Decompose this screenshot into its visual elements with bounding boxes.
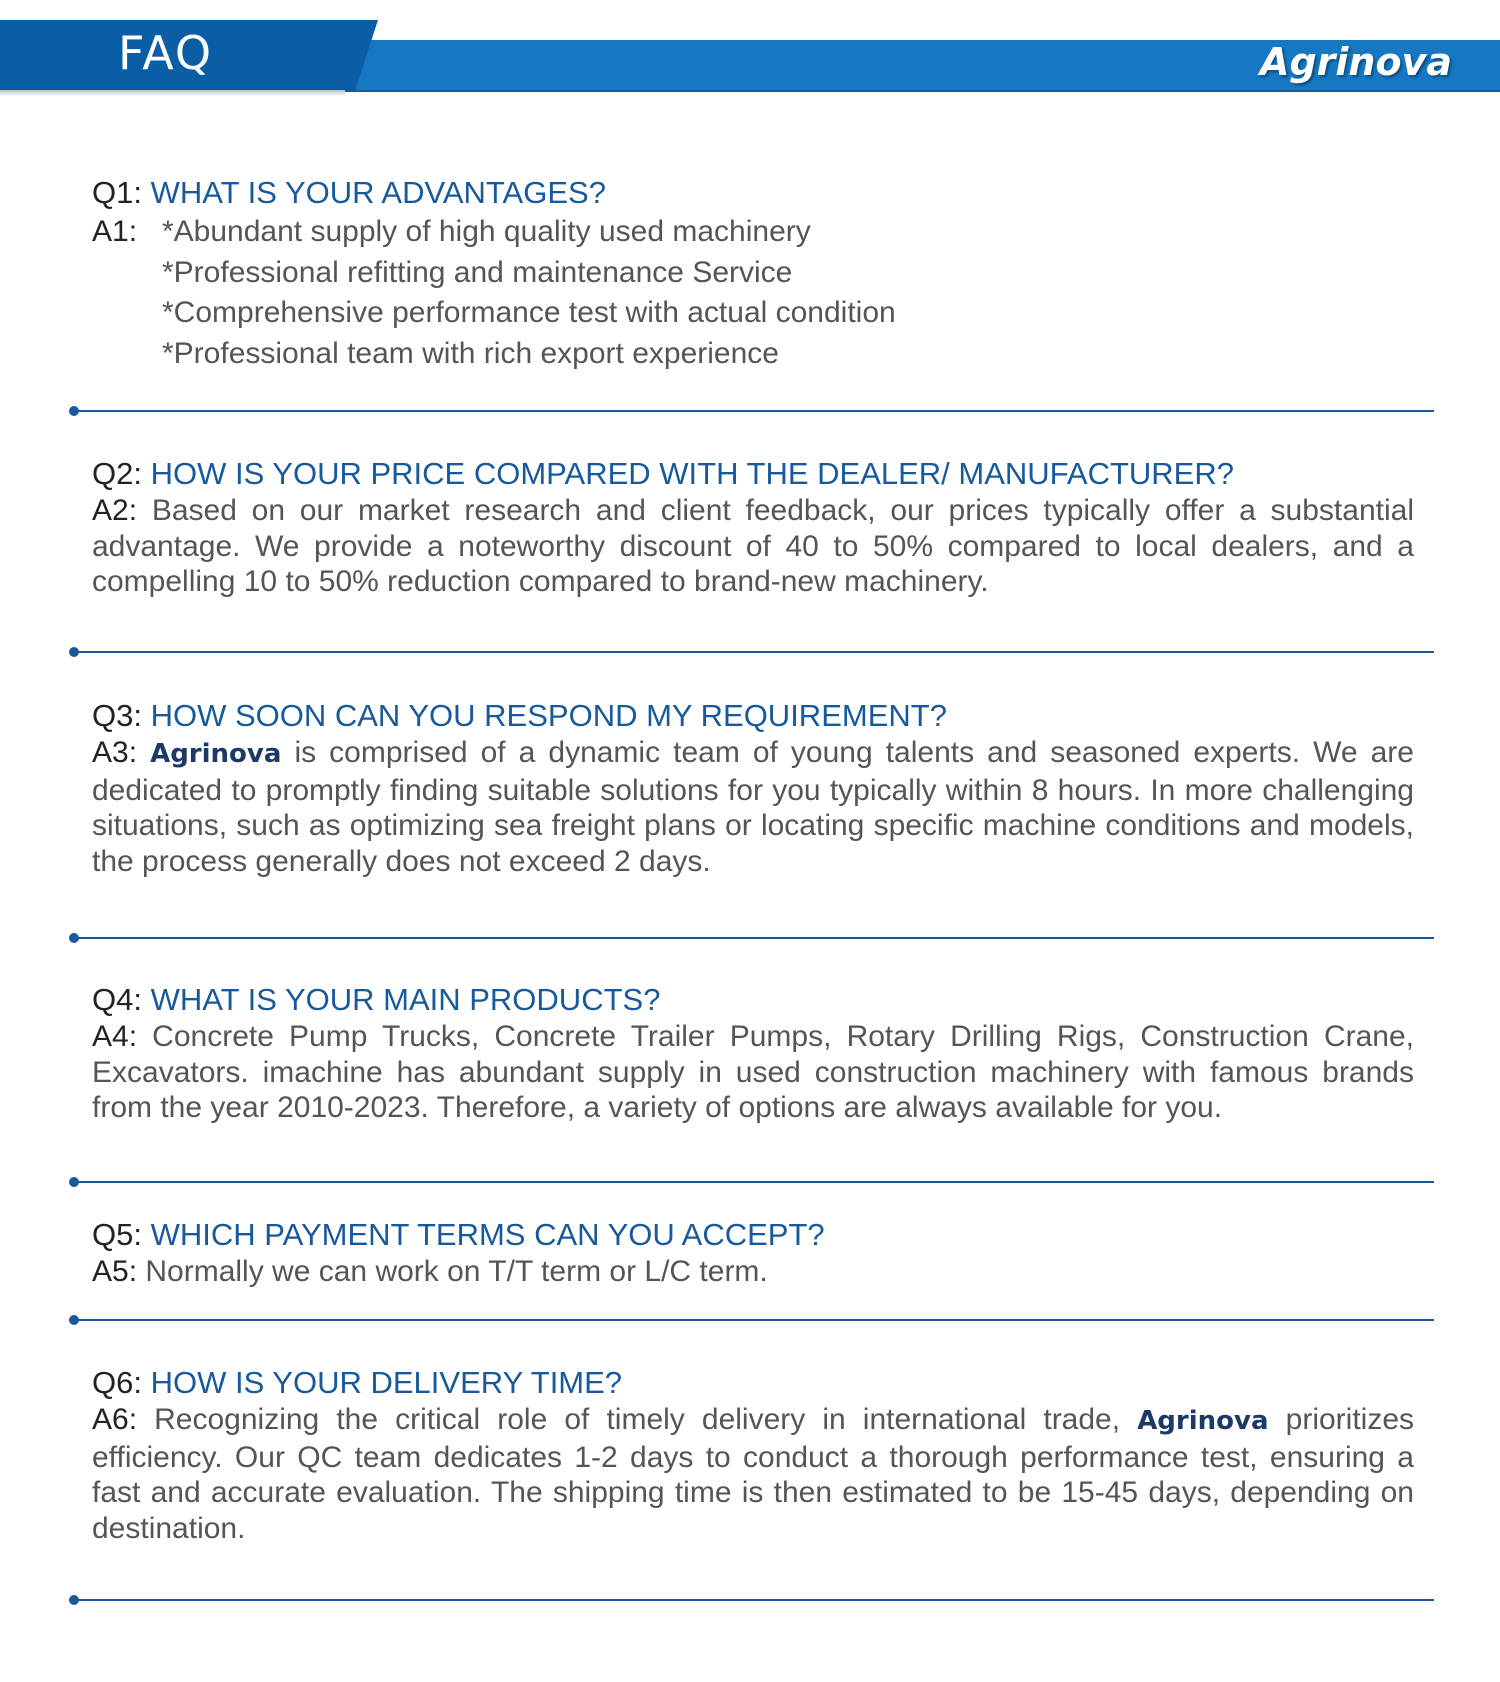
answer-text: Concrete Pump Trucks, Concrete Trailer Pumps, Rotary Drilling Rigs, Construction Crane, Excavators. imachine has abundant supply in used construction machinery with famous brands from the year 2010-2023. Therefore, a variety of options are always available for you.: [92, 1020, 1414, 1124]
divider: [74, 1319, 1434, 1321]
question-label: Q3:: [92, 698, 142, 733]
answer-label: A2:: [92, 494, 138, 527]
question-label: Q4:: [92, 982, 142, 1017]
question-text: HOW SOON CAN YOU RESPOND MY REQUIREMENT?: [150, 698, 947, 733]
brand-logo: Agrinova: [1260, 40, 1452, 84]
answer-text: Based on our market research and client feedback, our prices typically offer a substantial advantage. We provide a noteworthy discount of 40 to 50% compared to local dealers, and a compelling 10 to 50% reduction compared to brand-new machinery.: [92, 494, 1414, 598]
faq-item-3: [92, 697, 1414, 879]
question-text: WHAT IS YOUR ADVANTAGES?: [150, 175, 606, 210]
question-label: Q5:: [92, 1217, 142, 1252]
question-label: Q6:: [92, 1365, 142, 1400]
faq-item-4: [92, 981, 1414, 1126]
question-label: Q1:: [92, 175, 142, 210]
divider: [74, 410, 1434, 412]
answer-point: *Professional refitting and maintenance Service: [162, 255, 793, 289]
question-text: HOW IS YOUR PRICE COMPARED WITH THE DEALER/ MANUFACTURER?: [150, 456, 1234, 491]
brand-name: Agrinova: [150, 739, 282, 769]
divider: [74, 937, 1434, 939]
answer-label: A4:: [92, 1020, 138, 1053]
answer-label: A1:: [92, 215, 138, 248]
brand-name: Agrinova: [1137, 1406, 1269, 1436]
faq-item-2: [92, 455, 1414, 600]
faq-item-1: [92, 174, 1414, 374]
answer-point: *Comprehensive performance test with actual condition: [162, 296, 896, 329]
question-text: WHAT IS YOUR MAIN PRODUCTS?: [150, 982, 661, 1017]
answer-text: Recognizing the critical role of timely delivery in international trade,: [154, 1403, 1121, 1436]
divider: [74, 651, 1434, 653]
answer-point: *Professional team with rich export experience: [162, 336, 779, 370]
answer-text: Normally we can work on T/T term or L/C term.: [145, 1255, 768, 1288]
answer-label: A5:: [92, 1255, 138, 1288]
answer-label: A6:: [92, 1403, 138, 1436]
answer-text: is comprised of a dynamic team of young talents and seasoned experts. We are dedicated to promptly finding suitable solutions for you typically within 8 hours. In more challenging situations, such as optimizing sea freight plans or locating specific machine conditions and models, the process generally does not exceed 2 days.: [92, 736, 1414, 878]
question-text: HOW IS YOUR DELIVERY TIME?: [150, 1365, 623, 1400]
question-text: WHICH PAYMENT TERMS CAN YOU ACCEPT?: [150, 1217, 825, 1252]
answer-point: *Abundant supply of high quality used machinery: [162, 215, 811, 248]
question-label: Q2:: [92, 456, 142, 491]
tab-shadow: [0, 90, 345, 96]
faq-item-6: [92, 1364, 1414, 1546]
divider: [74, 1181, 1434, 1183]
answer-text: prioritizes efficiency. Our QC team dedicates 1-2 days to conduct a thorough performance test, ensuring a fast and accurate evaluation. The shipping time is then estimated to be 15-45 days, depending on destination.: [92, 1403, 1415, 1545]
page-title: FAQ: [118, 26, 214, 80]
answer-label: A3:: [92, 736, 138, 769]
divider: [74, 1599, 1434, 1601]
faq-item-5: [92, 1216, 1414, 1290]
